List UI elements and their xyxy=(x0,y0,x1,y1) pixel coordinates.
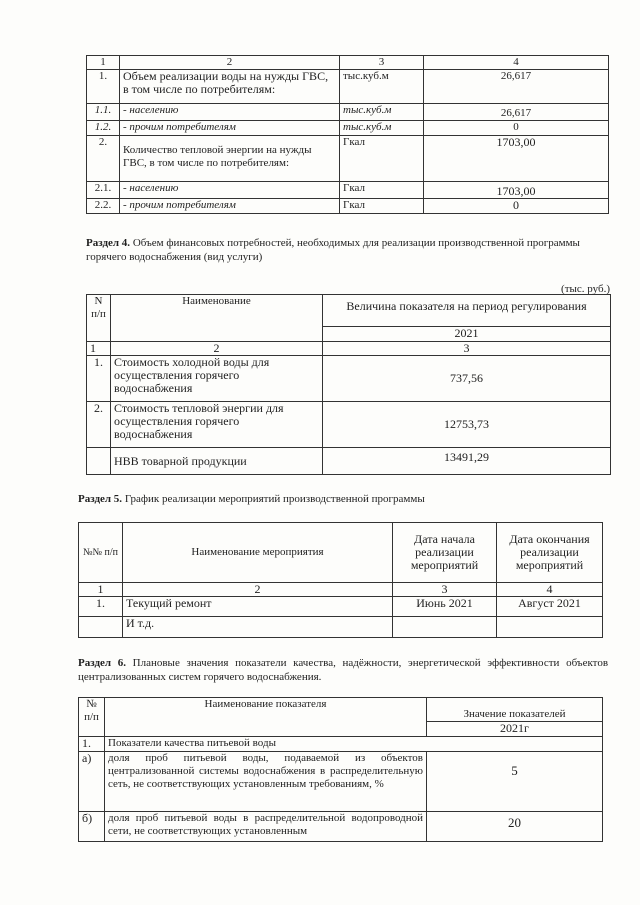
row-name: доля проб питьевой воды в распределительной водопроводной сети, не соответствующих установленным xyxy=(105,812,427,842)
row-value: 26,617 xyxy=(424,104,609,121)
row-unit: тыс.куб.м xyxy=(340,121,424,136)
header-cell: 2 xyxy=(123,583,393,597)
schedule-table xyxy=(78,522,603,638)
header-cell: 3 xyxy=(340,56,424,70)
row-value: 0 xyxy=(424,199,609,214)
table-row xyxy=(87,402,611,448)
row-value: 1703,00 xyxy=(424,136,609,182)
header-cell: 1 xyxy=(87,56,120,70)
header-cell: 4 xyxy=(497,583,603,597)
row-name: И т.д. xyxy=(123,617,393,638)
row-name: Объем реализации воды на нужды ГВС, в том числе по потребителям: xyxy=(120,70,340,104)
row-value: 737,56 xyxy=(323,356,611,402)
row-number: а) xyxy=(79,752,105,812)
row-number: 2.2. xyxy=(87,199,120,214)
row-number: 1. xyxy=(87,356,111,402)
header-cell: 2 xyxy=(111,342,323,356)
row-number: 1.1. xyxy=(87,104,120,121)
col-n-header: № п/п xyxy=(79,698,105,737)
row-number xyxy=(79,617,123,638)
section-4-label: Раздел 4. xyxy=(86,237,131,249)
col-value-header: Величина показателя на период регулирования xyxy=(323,295,611,327)
header-cell: 2 xyxy=(120,56,340,70)
row-value: 20 xyxy=(427,812,603,842)
row-end: Август 2021 xyxy=(497,597,603,617)
row-number: 2. xyxy=(87,402,111,448)
row-name: Стоимость холодной воды для осуществления горячего водоснабжения xyxy=(111,356,323,402)
row-value: 1703,00 xyxy=(424,182,609,199)
row-number xyxy=(87,448,111,475)
section-6-title: Плановые значения показатели качества, надёжности, энергетической эффективности объектов централизованных систем горячего водоснабжения. xyxy=(78,657,609,683)
col-name-header: Наименование показателя xyxy=(105,698,427,737)
row-name: Стоимость тепловой энергии для осуществления горячего водоснабжения xyxy=(111,402,323,448)
col-name-header: Наименование xyxy=(111,295,323,342)
row-number: б) xyxy=(79,812,105,842)
table-header-row xyxy=(87,342,611,356)
table-header-row xyxy=(79,583,603,597)
section-4-heading xyxy=(86,236,610,264)
section-5-label: Раздел 5. xyxy=(78,493,123,505)
row-number: 1. xyxy=(79,737,105,752)
row-start xyxy=(393,617,497,638)
row-value: 13491,29 xyxy=(323,448,611,475)
col-n-header: N п/п xyxy=(87,295,111,342)
table-row xyxy=(87,448,611,475)
col-n-header: №№ п/п xyxy=(79,523,123,583)
row-name: доля проб питьевой воды, подаваемой из объектов централизованной системы водоснабжения в распределительную сеть, не соответствующих установленным требованиям, % xyxy=(105,752,427,812)
table-header-row xyxy=(87,295,611,327)
header-cell: 1 xyxy=(87,342,111,356)
table-row xyxy=(79,812,603,842)
row-unit: тыс.куб.м xyxy=(340,104,424,121)
header-cell: 1 xyxy=(79,583,123,597)
header-cell: 3 xyxy=(323,342,611,356)
table-row xyxy=(79,737,603,752)
row-name: - прочим потребителям xyxy=(120,199,340,214)
table-header-row xyxy=(87,56,609,70)
section-4-title: Объем финансовых потребностей, необходимых для реализации производственной программы горячего водоснабжения (вид услуги) xyxy=(86,237,580,263)
table-header-row xyxy=(79,698,603,722)
col-value-header: Значение показателей xyxy=(427,698,603,722)
row-unit: Гкал xyxy=(340,136,424,182)
table-row xyxy=(87,70,609,104)
row-unit: Гкал xyxy=(340,199,424,214)
row-number: 2. xyxy=(87,136,120,182)
header-cell: 3 xyxy=(393,583,497,597)
section-5-title: График реализации мероприятий производственной программы xyxy=(124,493,425,505)
row-name: - населению xyxy=(120,104,340,121)
table-row xyxy=(87,104,609,121)
year-cell: 2021 xyxy=(323,327,611,342)
year-cell: 2021г xyxy=(427,722,603,737)
row-name: - прочим потребителям xyxy=(120,121,340,136)
row-start: Июнь 2021 xyxy=(393,597,497,617)
col-name-header: Наименование мероприятия xyxy=(123,523,393,583)
row-name: Текущий ремонт xyxy=(123,597,393,617)
row-number: 2.1. xyxy=(87,182,120,199)
section-6-label: Раздел 6. xyxy=(78,657,126,669)
row-end xyxy=(497,617,603,638)
row-name: НВВ товарной продукции xyxy=(111,448,323,475)
group-name: Показатели качества питьевой воды xyxy=(105,737,603,752)
quality-table xyxy=(78,697,603,842)
row-value: 0 xyxy=(424,121,609,136)
row-name: - населению xyxy=(120,182,340,199)
row-unit: Гкал xyxy=(340,182,424,199)
table-row xyxy=(87,356,611,402)
volumes-table xyxy=(86,55,609,214)
table-row xyxy=(87,121,609,136)
section-5-heading xyxy=(78,492,608,506)
header-cell: 4 xyxy=(424,56,609,70)
row-unit: тыс.куб.м xyxy=(340,70,424,104)
row-value: 12753,73 xyxy=(323,402,611,448)
col-end-header: Дата окончания реализации мероприятий xyxy=(497,523,603,583)
col-start-header: Дата начала реализации мероприятий xyxy=(393,523,497,583)
table-row xyxy=(79,597,603,617)
row-value: 26,617 xyxy=(424,70,609,104)
row-number: 1.2. xyxy=(87,121,120,136)
table-row xyxy=(87,199,609,214)
table-row xyxy=(79,617,603,638)
row-number: 1. xyxy=(79,597,123,617)
table-header-row xyxy=(79,523,603,583)
table-row xyxy=(79,752,603,812)
row-name: Количество тепловой энергии на нужды ГВС, в том числе по потребителям: xyxy=(120,136,340,182)
table-row xyxy=(87,136,609,182)
row-value: 5 xyxy=(427,752,603,812)
table-row xyxy=(87,182,609,199)
finance-table xyxy=(86,294,611,475)
section-4-units: (тыс. руб.) xyxy=(561,283,610,295)
section-6-heading xyxy=(78,656,608,684)
row-number: 1. xyxy=(87,70,120,104)
